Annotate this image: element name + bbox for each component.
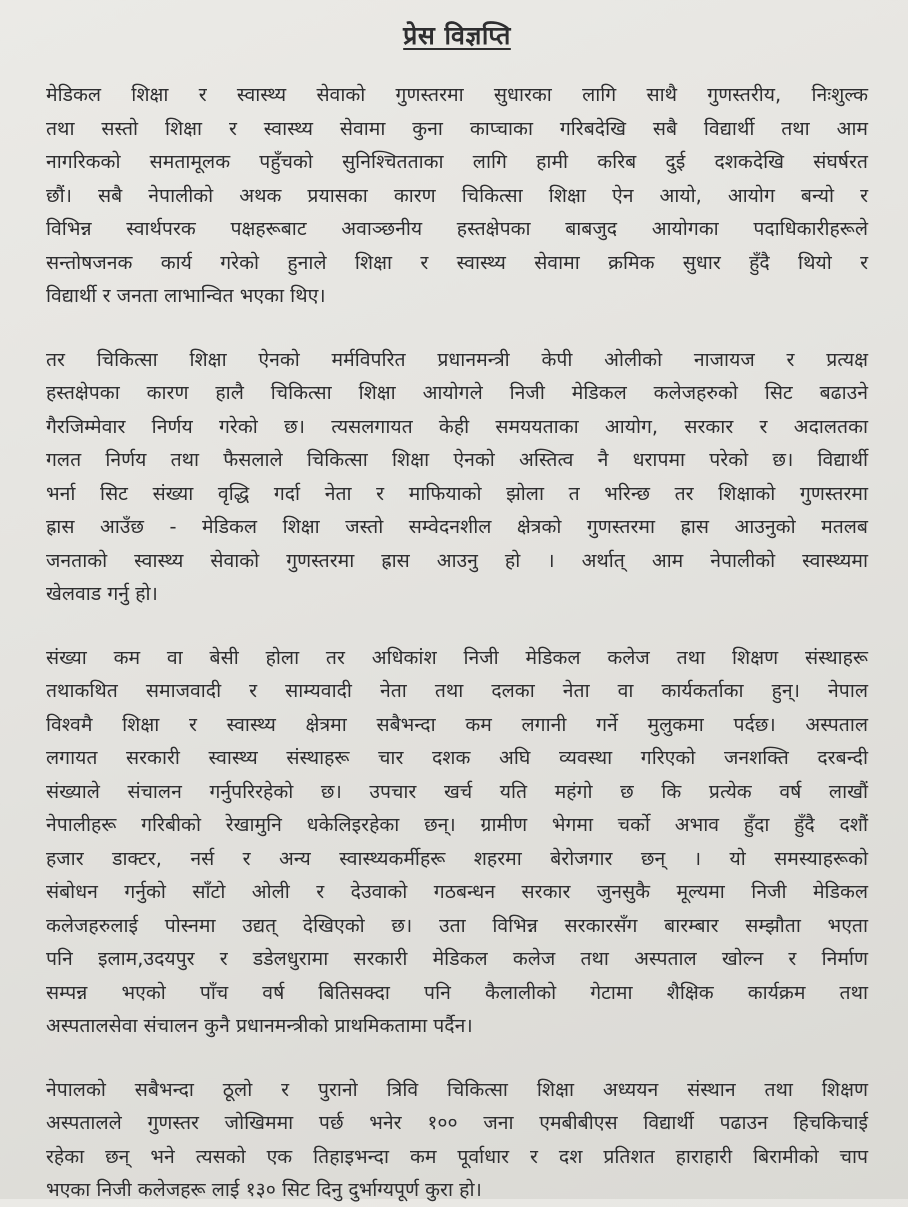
text-line: विद्यार्थी र जनता लाभान्वित भएका थिए।	[46, 284, 326, 307]
text-line: संबोधन गर्नुको साँटो ओली र देउवाको गठबन्धन सरकार जुनसुकै मूल्यमा निजी मेडिकल	[46, 880, 868, 903]
paragraph	[46, 343, 868, 611]
text-line: संख्या कम वा बेसी होला तर अधिकांश निजी मेडिकल कलेज तथा शिक्षण संस्थाहरू	[46, 645, 868, 669]
text-line: अस्पतालले गुणस्तर जोखिममा पर्छ भनेर १०० जना एमबीबीएस विद्यार्थी पढाउन हिचकिचाई	[46, 1111, 868, 1134]
text-line: लगायत सरकारी स्वास्थ्य संस्थाहरू चार दशक अघि व्यवस्था गरिएको जनशक्ति दरबन्दी	[46, 746, 868, 769]
text-line: गलत निर्णय तथा फैसलाले चिकित्सा शिक्षा ऐनको अस्तित्व नै धरापमा परेको छ। विद्यार्थी	[46, 448, 868, 471]
text-line: छौं। सबै नेपालीको अथक प्रयासका कारण चिकित्सा शिक्षा ऐन आयो, आयोग बन्यो र	[46, 183, 868, 207]
text-line: नेपालीहरू गरिबीको रेखामुनि धकेलिइरहेका छन्। ग्रामीण भेगमा चर्को अभाव हुँदा हुँदै दशौं	[46, 813, 868, 836]
text-line: भएका निजी कलेजहरू लाई १३० सिट दिनु दुर्भाग्यपूर्ण कुरा हो।	[46, 1178, 482, 1201]
text-line: सम्पन्न भएको पाँच वर्ष बितिसक्दा पनि कैलालीको गेटामा शैक्षिक कार्यक्रम तथा	[46, 980, 868, 1004]
paragraph	[46, 78, 868, 313]
text-line: तथाकथित समाजवादी र साम्यवादी नेता तथा दलका नेता वा कार्यकर्ताका हुन्। नेपाल	[46, 679, 868, 702]
text-line: तथा सस्तो शिक्षा र स्वास्थ्य सेवामा कुना काप्चाका गरिबदेखि सबै विद्यार्थी तथा आम	[46, 116, 868, 140]
press-release-body	[46, 78, 868, 1207]
text-line: विश्वमै शिक्षा र स्वास्थ्य क्षेत्रमा सबैभन्दा कम लगानी गर्ने मुलुकमा पर्दछ। अस्पताल	[46, 712, 868, 736]
text-line: पनि इलाम,उदयपुर र डडेलधुरामा सरकारी मेडिकल कलेज तथा अस्पताल खोल्न र निर्माण	[46, 947, 868, 970]
text-line: रहेका छन् भने त्यसको एक तिहाइभन्दा कम पूर्वाधार र दश प्रतिशत हाराहारी बिरामीको चाप	[46, 1144, 868, 1168]
text-line: जनताको स्वास्थ्य सेवाको गुणस्तरमा ह्रास आउनु हो । अर्थात् आम नेपालीको स्वास्थ्यमा	[46, 548, 868, 572]
text-line: कलेजहरुलाई पोस्नमा उद्यत् देखिएको छ। उता विभिन्न सरकारसँग बारम्बार सम्झौता भएता	[46, 913, 868, 937]
text-line: ह्रास आउँछ - मेडिकल शिक्षा जस्तो सम्वेदनशील क्षेत्रको गुणस्तरमा ह्रास आउनुको मतलब	[46, 515, 868, 538]
text-line: खेलवाड गर्नु हो।	[46, 582, 158, 605]
text-line: भर्ना सिट संख्या वृद्धि गर्दा नेता र माफियाको झोला त भरिन्छ तर शिक्षाको गुणस्तरमा	[46, 481, 868, 505]
text-line: अस्पतालसेवा संचालन कुनै प्रधानमन्त्रीको प्राथमिकतामा पर्दैन।	[46, 1014, 473, 1037]
text-line: विभिन्न स्वार्थपरक पक्षहरूबाट अवाञ्छनीय हस्तक्षेपका बाबजुद आयोगका पदाधिकारीहरूले	[46, 217, 868, 240]
paragraph	[46, 1073, 868, 1207]
text-line: मेडिकल शिक्षा र स्वास्थ्य सेवाको गुणस्तरमा सुधारका लागि साथै गुणस्तरीय, निःशुल्क	[46, 83, 868, 106]
text-line: तर चिकित्सा शिक्षा ऐनको मर्मविपरित प्रधानमन्त्री केपी ओलीको नाजायज र प्रत्यक्ष	[46, 347, 868, 371]
title-text: प्रेस विज्ञप्ति	[403, 21, 511, 50]
press-release-title	[46, 18, 868, 52]
text-line: सन्तोषजनक कार्य गरेको हुनाले शिक्षा र स्वास्थ्य सेवामा क्रमिक सुधार हुँदै थियो र	[46, 250, 868, 274]
text-line: हस्तक्षेपका कारण हालै चिकित्सा शिक्षा आयोगले निजी मेडिकल कलेजहरुको सिट बढाउने	[46, 381, 868, 404]
paragraph	[46, 641, 868, 1043]
text-line: नेपालको सबैभन्दा ठूलो र पुरानो त्रिवि चिकित्सा शिक्षा अध्ययन संस्थान तथा शिक्षण	[46, 1077, 868, 1101]
text-line: हजार डाक्टर, नर्स र अन्य स्वास्थ्यकर्मीहरू शहरमा बेरोजगार छन् । यो समस्याहरूको	[46, 846, 868, 870]
text-line: नागरिकको समतामूलक पहुँचको सुनिश्चितताका लागि हामी करिब दुई दशकदेखि संघर्षरत	[46, 150, 868, 173]
text-line: गैरजिम्मेवार निर्णय गरेको छ। त्यसलगायत केही समययताका आयोग, सरकार र अदालतका	[46, 414, 868, 438]
text-line: संख्याले संचालन गर्नुपरिरहेको छ। उपचार खर्च यति महंगो छ कि प्रत्येक वर्ष लाखौं	[46, 779, 868, 803]
